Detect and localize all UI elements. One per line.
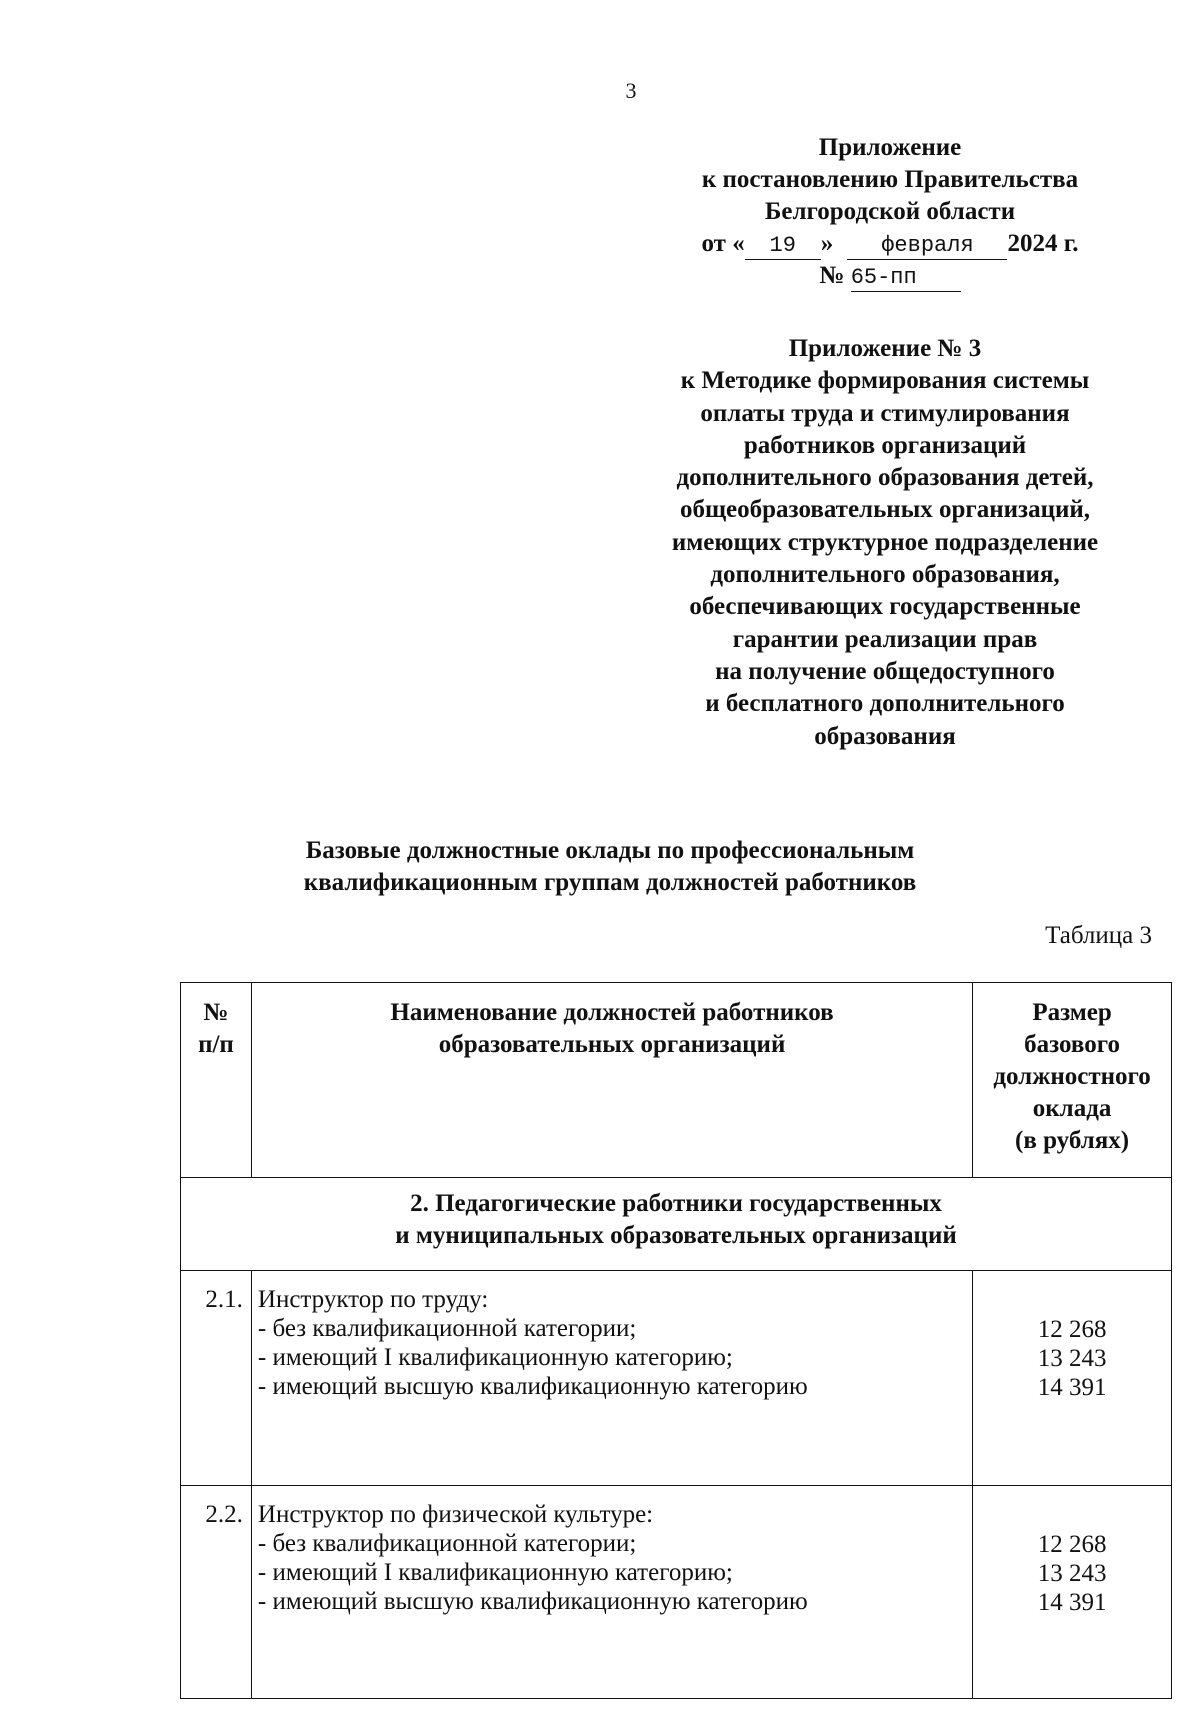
appendix-line: образования <box>814 722 956 750</box>
row-value: 14 391 <box>1037 1374 1107 1401</box>
number-prefix: № <box>819 262 845 289</box>
header-num-line-1: № <box>203 999 229 1026</box>
table-header-row <box>181 983 1172 1178</box>
approval-number-line <box>610 260 1170 292</box>
appendix-3-block <box>630 333 1140 753</box>
appendix-line: дополнительного образования детей, <box>676 464 1094 492</box>
title-line-1: Базовые должностные оклады по профессиональным <box>305 837 915 864</box>
date-mid: » <box>820 230 834 257</box>
row-values-cell <box>973 1486 1172 1699</box>
row-item: - без квалификационной категории; <box>257 1530 637 1557</box>
appendix-line: на получение общедоступного <box>715 657 1055 685</box>
document-title <box>220 835 1000 899</box>
page-number: 3 <box>625 78 637 103</box>
header-name-line-1: Наименование должностей работников <box>390 999 834 1026</box>
appendix-line: гарантии реализации прав <box>732 625 1038 653</box>
date-year: 2024 г. <box>1007 230 1079 257</box>
header-size-line: должностного <box>993 1063 1151 1090</box>
header-name-cell <box>251 983 972 1178</box>
row-item: - без квалификационной категории; <box>257 1315 637 1342</box>
salary-table <box>180 982 1172 1699</box>
header-num-cell <box>181 983 252 1178</box>
header-size-line: базового <box>1024 1031 1120 1058</box>
header-size-line: (в рублях) <box>1015 1127 1130 1154</box>
row-value: 12 268 <box>1037 1531 1107 1558</box>
row-name-cell <box>251 1486 972 1699</box>
row-value: 13 243 <box>1037 1560 1107 1587</box>
appendix-line: и бесплатного дополнительного <box>705 690 1065 718</box>
header-num-line-2: п/п <box>198 1031 234 1058</box>
date-prefix: от « <box>701 230 745 257</box>
appendix-line: оплаты труда и стимулирования <box>700 399 1070 427</box>
document-number: 65-пп <box>851 265 961 292</box>
approval-line-1: Приложение <box>818 134 962 161</box>
approval-date-line <box>610 228 1170 260</box>
title-line-2: квалификационным группам должностей работников <box>303 869 917 896</box>
table-row <box>181 1271 1172 1486</box>
row-value: 12 268 <box>1037 1316 1107 1343</box>
appendix-line: общеобразовательных организаций, <box>679 496 1091 524</box>
section-line-2: и муниципальных образовательных организаций <box>395 1222 957 1249</box>
header-size-line: Размер <box>1032 999 1112 1026</box>
row-number: 2.1. <box>181 1271 252 1486</box>
row-number: 2.2. <box>181 1486 252 1699</box>
date-month: февраля <box>847 233 1007 260</box>
row-values-cell <box>973 1271 1172 1486</box>
appendix-line: к Методике формирования системы <box>680 367 1090 395</box>
row-item: - имеющий I квалификационную категорию; <box>257 1344 733 1371</box>
section-cell <box>181 1178 1172 1271</box>
approval-line-2: к постановлению Правительства <box>701 166 1079 193</box>
table-row <box>181 1486 1172 1699</box>
row-item: - имеющий высшую квалификационную категорию <box>257 1373 808 1400</box>
approval-line-3: Белгородской области <box>764 198 1016 225</box>
row-item: - имеющий высшую квалификационную категорию <box>257 1588 808 1615</box>
row-item: - имеющий I квалификационную категорию; <box>257 1559 733 1586</box>
appendix-line: имеющих структурное подразделение <box>671 528 1099 556</box>
row-title: Инструктор по труду: <box>257 1286 489 1313</box>
row-value: 13 243 <box>1037 1345 1107 1372</box>
header-name-line-2: образовательных организаций <box>438 1031 786 1058</box>
appendix-line: работников организаций <box>743 431 1027 459</box>
appendix-line: обеспечивающих государственные <box>689 593 1081 621</box>
date-day: 19 <box>745 233 821 260</box>
row-name-cell <box>251 1271 972 1486</box>
appendix-line: дополнительного образования, <box>710 561 1060 589</box>
section-row <box>181 1178 1172 1271</box>
section-line-1: 2. Педагогические работники государственных <box>410 1190 942 1217</box>
appendix-line: Приложение № 3 <box>788 335 982 362</box>
header-size-cell <box>973 983 1172 1178</box>
approval-block <box>610 132 1170 292</box>
row-value: 14 391 <box>1037 1589 1107 1616</box>
header-size-line: оклада <box>1032 1095 1112 1122</box>
table-label: Таблица 3 <box>1045 922 1152 949</box>
row-title: Инструктор по физической культуре: <box>257 1501 654 1528</box>
